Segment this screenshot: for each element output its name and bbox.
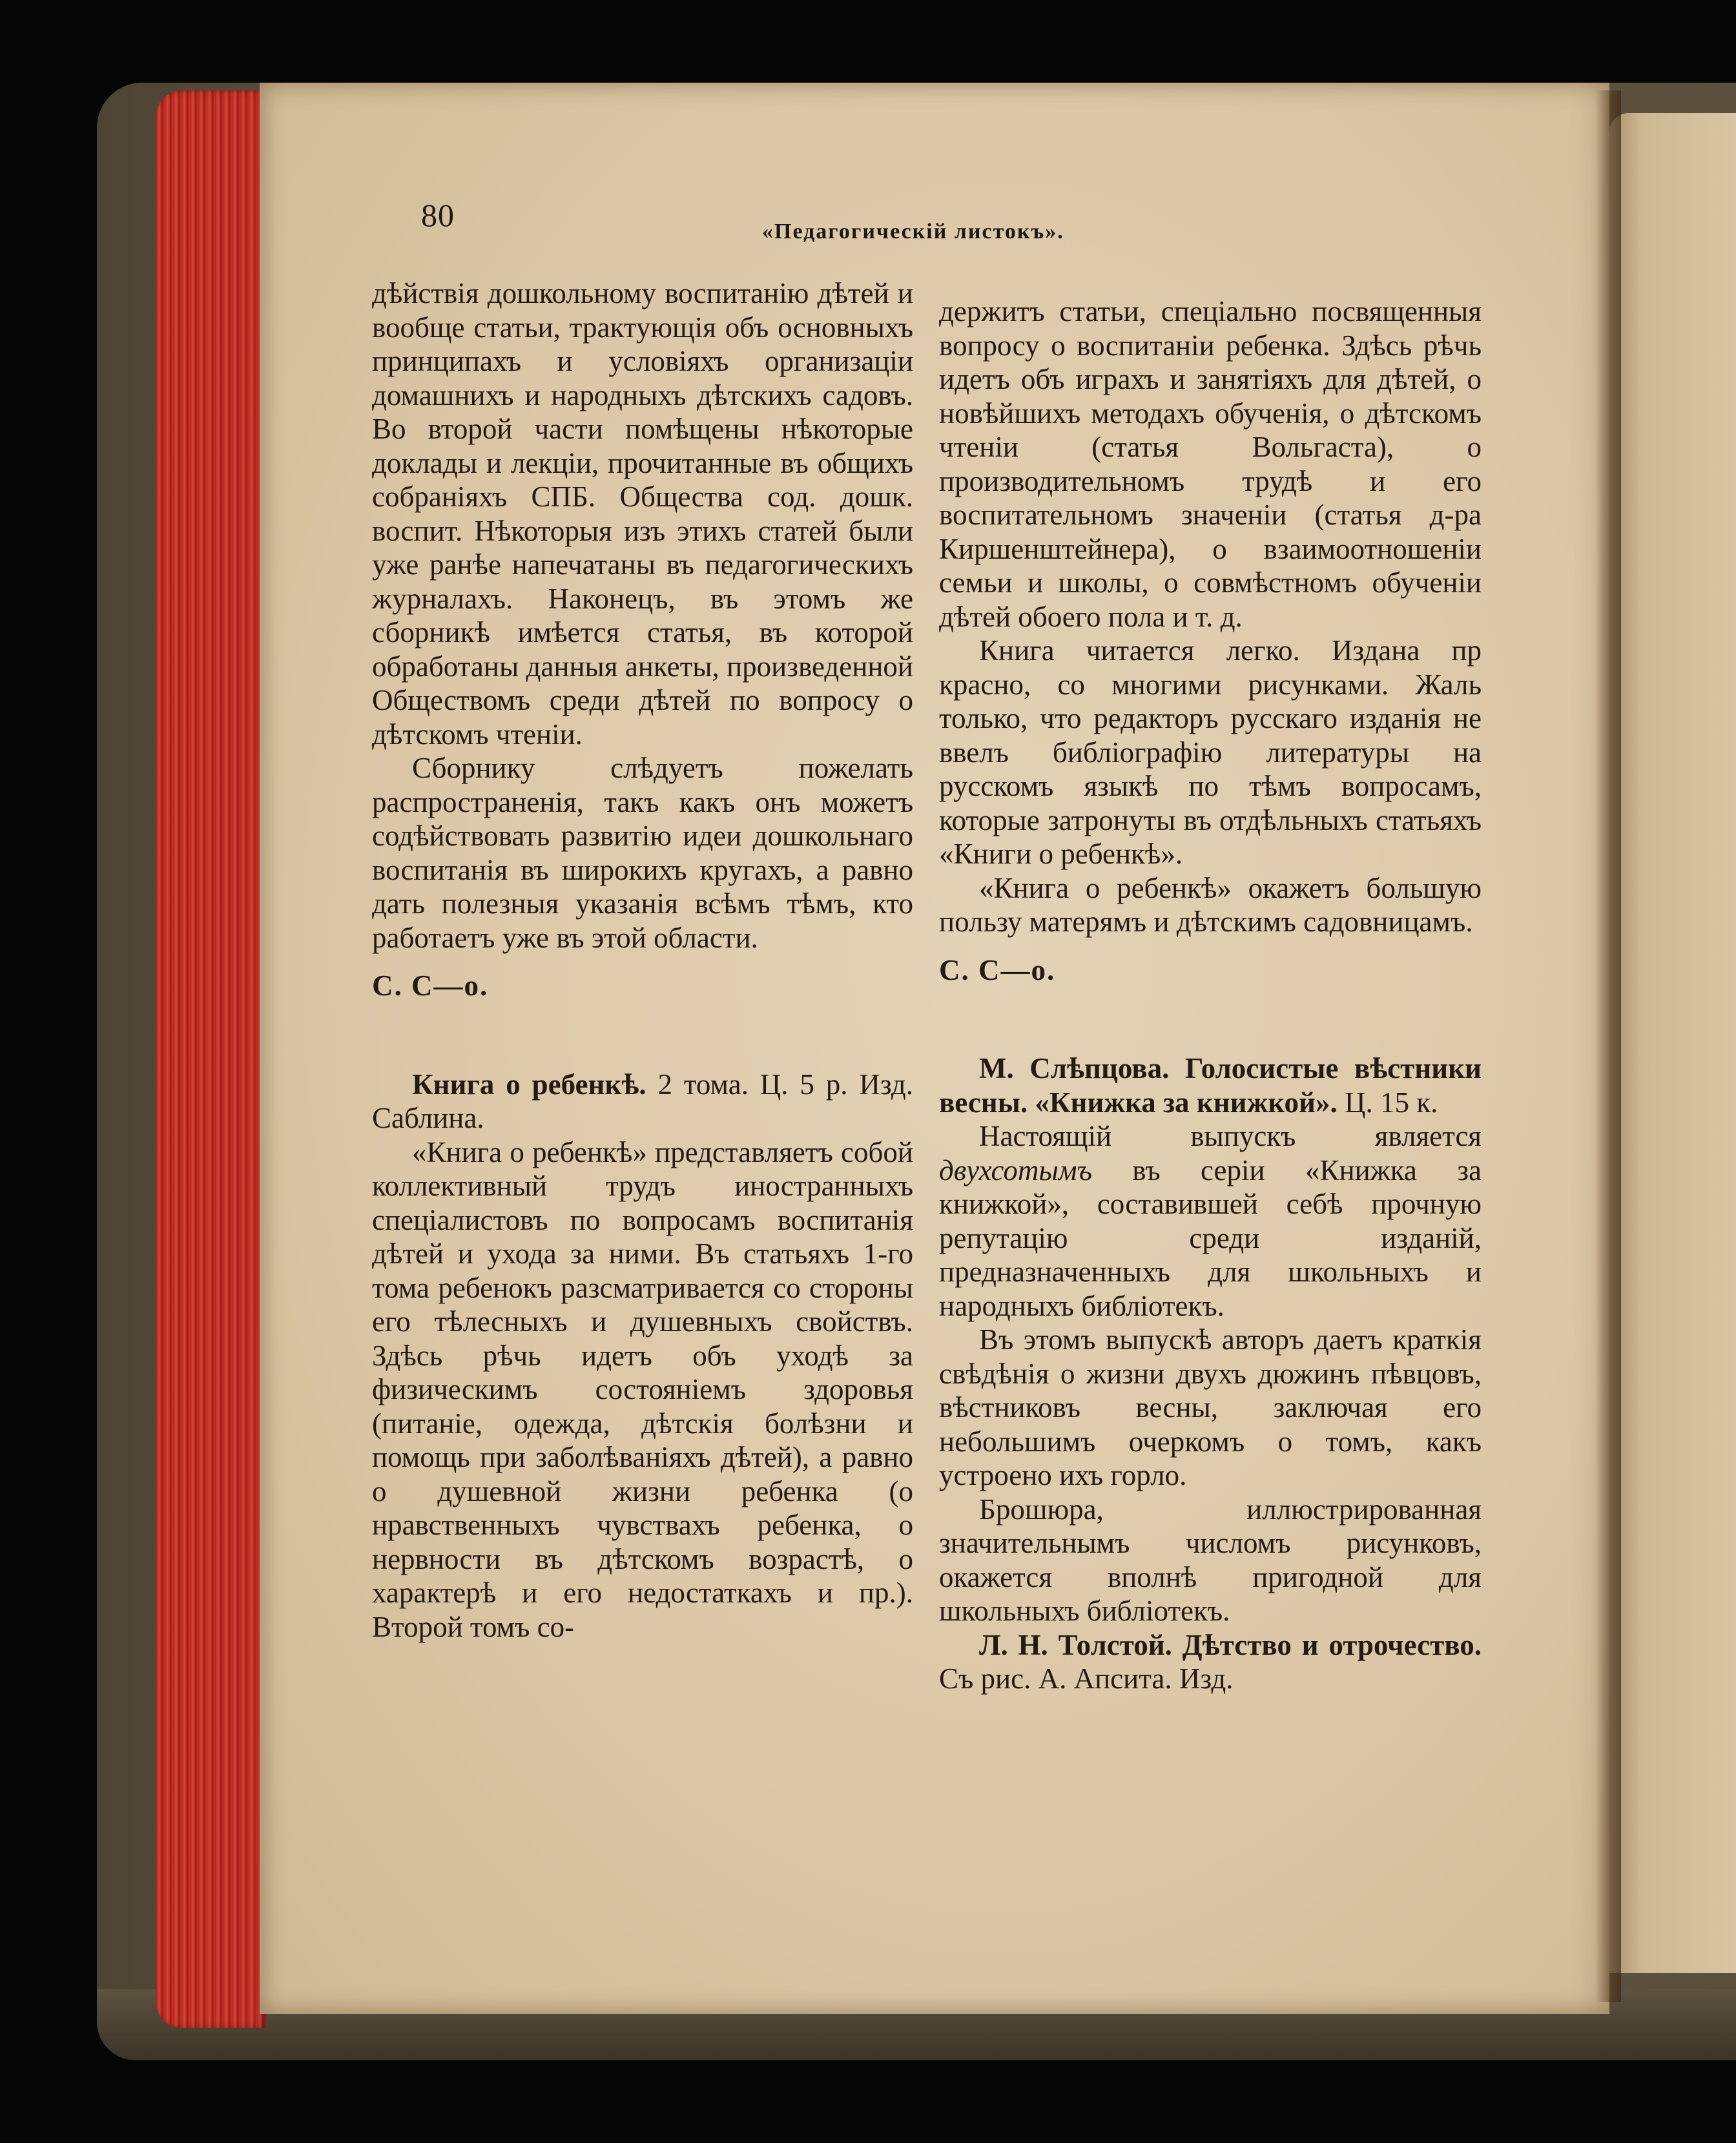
signature-2: С. С—о.	[939, 953, 1056, 986]
review-4-meta: Съ рис. А. Апсита. Изд.	[939, 1662, 1234, 1695]
left-paragraph-3: «Книга о ребенкѣ» представляетъ собой коллективный трудъ иностранныхъ спеціалистовъ по вопросамъ воспитанія дѣтей и ухода за ними. Въ статьяхъ 1-го тома ребенокъ разсматривается со стороны его тѣлесныхъ и душевныхъ свойствъ. Здѣсь рѣчь идетъ объ уходѣ за физическимъ состояніемъ здоровья (питаніе, одежда, дѣтскія болѣзни и помощь при заболѣваніяхъ дѣтей), а равно о душевной жизни ребенка (о нравственныхъ чувствахъ ребенка, о нервности въ дѣтскомъ возрастѣ, о характерѣ и его недостаткахъ и пр.). Второй томъ со-	[372, 1135, 913, 1643]
review-3-meta: Ц. 15 к.	[1337, 1086, 1438, 1119]
running-head: «Педагогическій листокъ».	[762, 220, 1064, 243]
right-column	[939, 295, 1482, 1696]
para4-start: Настоящій выпускъ является	[979, 1120, 1482, 1152]
right-paragraph-3: «Книга о ребенкѣ» окажетъ большую пользу матерямъ и дѣтскимъ садовницамъ.	[939, 871, 1482, 938]
left-paragraph-1: дѣйствія дошкольному воспитанію дѣтей и вообще статьи, трактующія объ основныхъ принципахъ и условіяхъ организаціи домашнихъ и народныхъ дѣтскихъ садовъ. Во второй части помѣщены нѣкоторые доклады и лекціи, прочитанные въ общихъ собраніяхъ СПБ. Общества сод. дошк. воспит. Нѣкоторыя изъ этихъ статей были уже ранѣе напечатаны въ педагогическихъ журналахъ. Наконецъ, въ этомъ же сборникѣ имѣется статья, въ которой обработаны данныя анкеты, произведенной Обществомъ среди дѣтей по вопросу о дѣтскомъ чтеніи.	[372, 277, 913, 751]
review-4-heading	[939, 1628, 1482, 1696]
page-gutter-shadow	[1595, 90, 1621, 2002]
right-paragraph-1: держитъ статьи, спеціально посвященныя вопросу о воспитаніи ребенка. Здѣсь рѣчь идетъ объ играхъ и занятіяхъ для дѣтей, о новѣйшихъ методахъ обученія, о дѣтскомъ чтеніи (статья Вольгаста), о производительномъ трудѣ и его воспитательномъ значеніи (статья д-ра Киршенштейнера), о взаимоотношеніи семьи и школы, о совмѣстномъ обученіи дѣтей обоего пола и т. д.	[939, 295, 1482, 633]
review-2-heading	[372, 1068, 913, 1135]
review-3-heading	[939, 1051, 1482, 1119]
page-number: 80	[421, 197, 455, 233]
para4-end: въ серіи «Книжка за книжкой», составившей себѣ прочную репутацію среди изданій, предназначенныхъ для школьныхъ и народныхъ библіотекъ.	[939, 1154, 1482, 1322]
right-paragraph-5: Въ этомъ выпускѣ авторъ даетъ краткія свѣдѣнія о жизни двухъ дюжинъ пѣвцовъ, вѣстниковъ весны, заключая его небольшимъ очеркомъ о томъ, какъ устроено ихъ горло.	[939, 1323, 1482, 1491]
left-column	[372, 276, 913, 1644]
review-4-title: Л. Н. Толстой. Дѣтство и отрочество.	[979, 1628, 1482, 1661]
left-paragraph-2: Сборнику слѣдуетъ пожелать распространенія, такъ какъ онъ можетъ содѣйствовать развитію идеи дошкольнаго воспитанія въ широкихъ кругахъ, а равно дать полезныя указанія всѣмъ тѣмъ, кто работаетъ уже въ этой области.	[372, 752, 913, 954]
review-3-title: М. Слѣпцова. Голосистые вѣстники весны. «Книжка за книжкой».	[939, 1052, 1482, 1119]
red-page-edges	[156, 90, 266, 2028]
right-paragraph-4	[939, 1119, 1482, 1323]
para4-italic: двухсотымъ	[939, 1154, 1092, 1186]
adjacent-page	[1609, 113, 1736, 1973]
signature-1: С. С—о.	[372, 969, 489, 1002]
review-2-title: Книга о ребенкѣ.	[412, 1068, 646, 1101]
right-paragraph-2: Книга читается легко. Издана пр красно, со многими рисунками. Жаль только, что редакторъ русскаго изданія не ввелъ библіографію литературы на русскомъ языкѣ по тѣмъ вопросамъ, которые затронуты въ отдѣльныхъ статьяхъ «Книги о ребенкѣ».	[939, 634, 1482, 870]
right-paragraph-6: Брошюра, иллюстрированная значительнымъ числомъ рисунковъ, окажется вполнѣ пригодной для школьныхъ библіотекъ.	[939, 1493, 1482, 1627]
review-2-meta: 2 тома. Ц. 5 р. Изд. Саблина.	[372, 1068, 913, 1134]
